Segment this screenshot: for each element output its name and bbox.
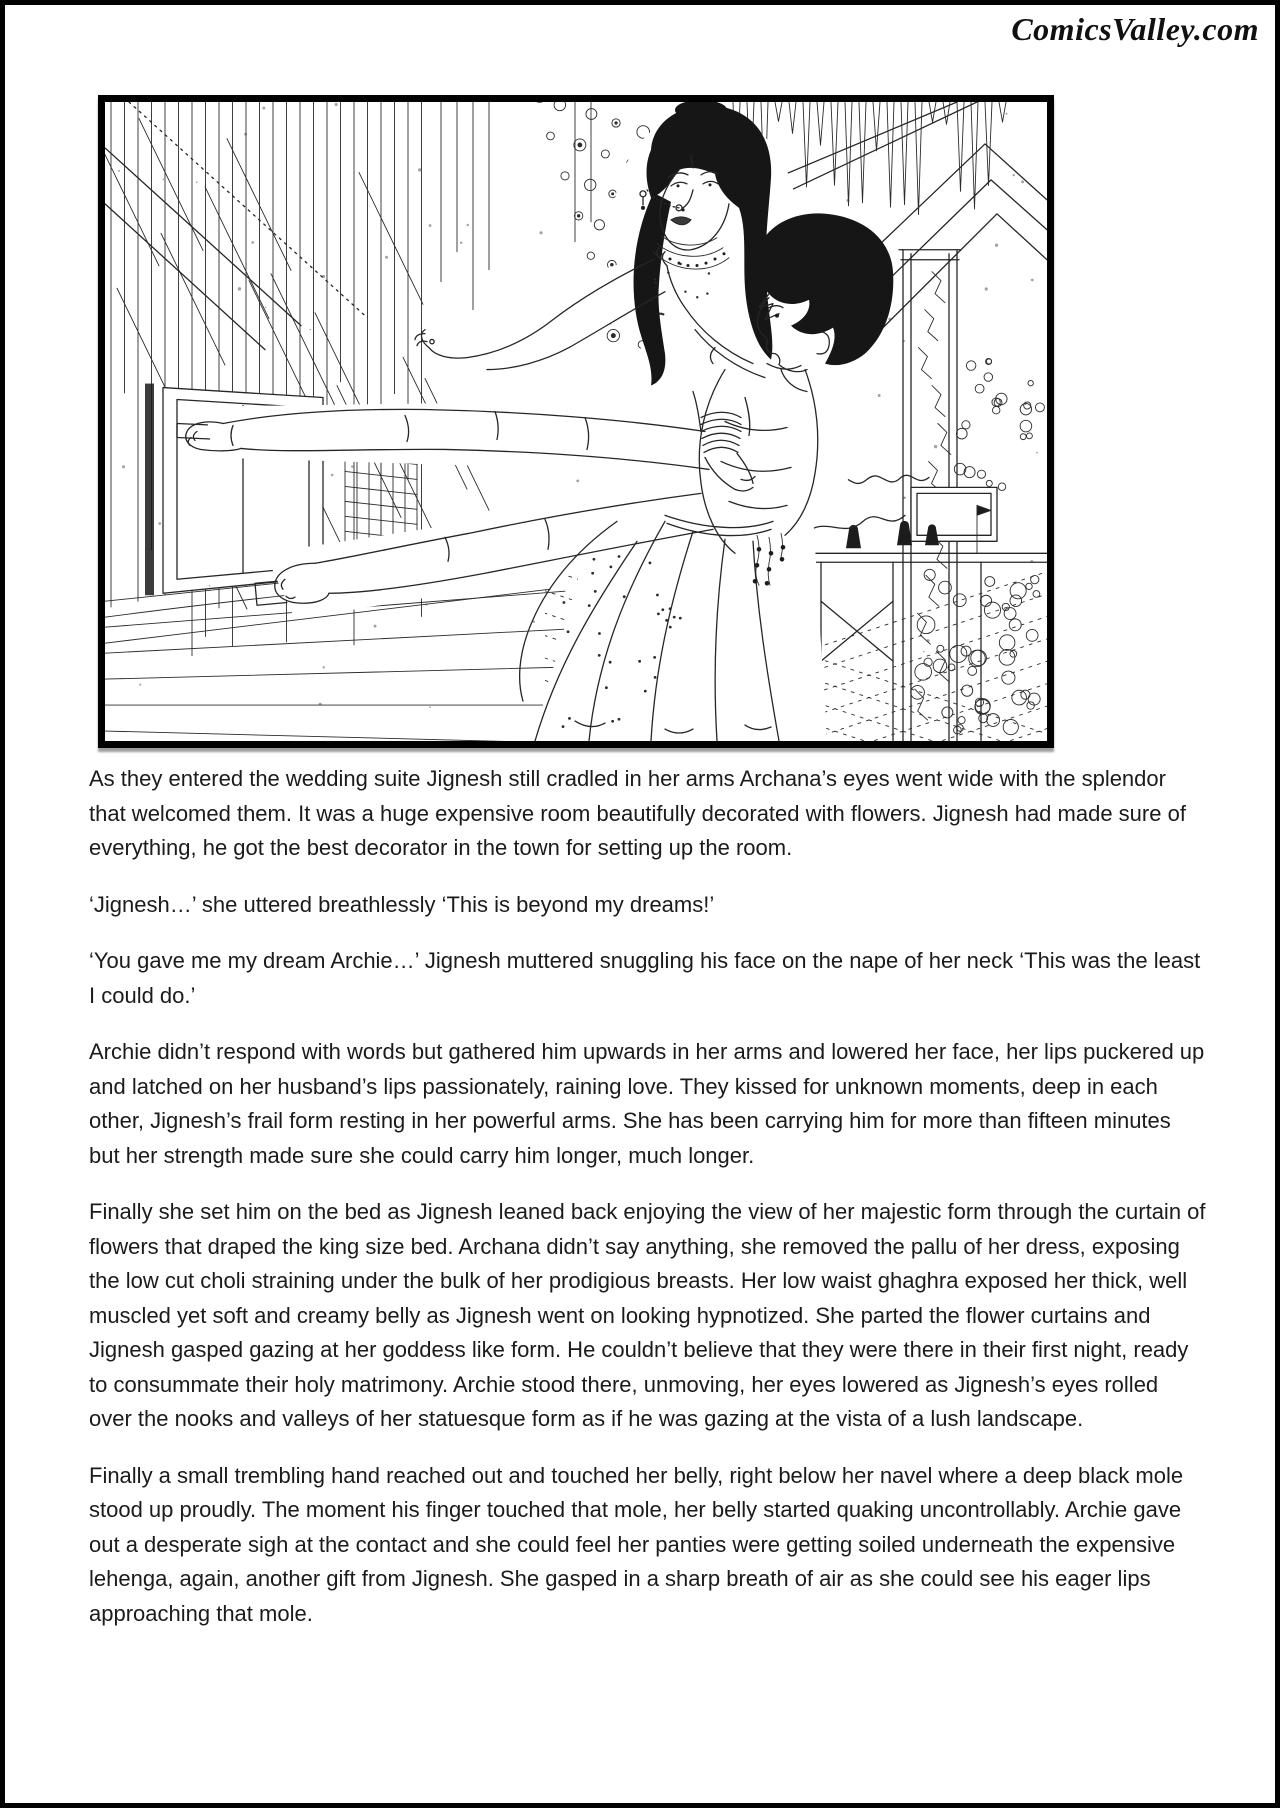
story-paragraph: Finally she set him on the bed as Jignesh leaned back enjoying the view of her majestic form through the curtain of flowers that draped the king size bed. Archana didn’t say anything, she removed the pallu of her dress, exposing the low cut choli straining under the bulk of her prodigious breasts. Her low waist ghaghra exposed her thick, well muscled yet soft and creamy belly as Jignesh went on looking hypnotized. She parted the flower curtains and Jignesh gasped gazing at her goddess like form. He couldn’t believe that they were there in their first night, ready to consummate their holy matrimony. Archie stood there, unmoving, her eyes lowered as Jignesh’s eyes rolled over the nooks and valleys of her statuesque form as if he was gazing at the vista of a lush landscape. bbox=[89, 1199, 1206, 1431]
story-text bbox=[89, 762, 1207, 1653]
comic-illustration-frame bbox=[98, 95, 1054, 748]
story-paragraph: Finally a small trembling hand reached out and touched her belly, right below her navel where a deep black mole stood up proudly. The moment his finger touched that mole, her belly started quaking uncontrollably. Archie gave out a desperate sigh at the contact and she could feel her panties were getting soiled underneath the expensive lehenga, again, another gift from Jignesh. She gasped in a sharp breath of air as she could see his eager lips approaching that mole. bbox=[89, 1462, 1184, 1626]
story-paragraph: Archie didn’t respond with words but gathered him upwards in her arms and lowered her face, her lips puckered up and latched on her husband’s lips passionately, raining love. They kissed for unknown moments, deep in each other, Jignesh’s frail form resting in her powerful arms. She has been carrying him for more than fifteen minutes but her strength made sure she could carry him longer, much longer. bbox=[89, 1039, 1205, 1168]
story-paragraph: ‘Jignesh…’ she uttered breathlessly ‘This is beyond my dreams!’ bbox=[89, 891, 715, 917]
comic-illustration bbox=[105, 102, 1047, 741]
story-paragraph: As they entered the wedding suite Jignesh still cradled in her arms Archana’s eyes went wide with the splendor that welcomed them. It was a huge expensive room beautifully decorated with flowers. Jignesh had made sure of everything, he got the best decorator in the town for setting up the room. bbox=[89, 766, 1186, 860]
site-logo[interactable]: ComicsValley.com bbox=[1011, 11, 1259, 47]
story-paragraph: ‘You gave me my dream Archie…’ Jignesh muttered snuggling his face on the nape of her neck ‘This was the least I could do.’ bbox=[89, 948, 1201, 1008]
